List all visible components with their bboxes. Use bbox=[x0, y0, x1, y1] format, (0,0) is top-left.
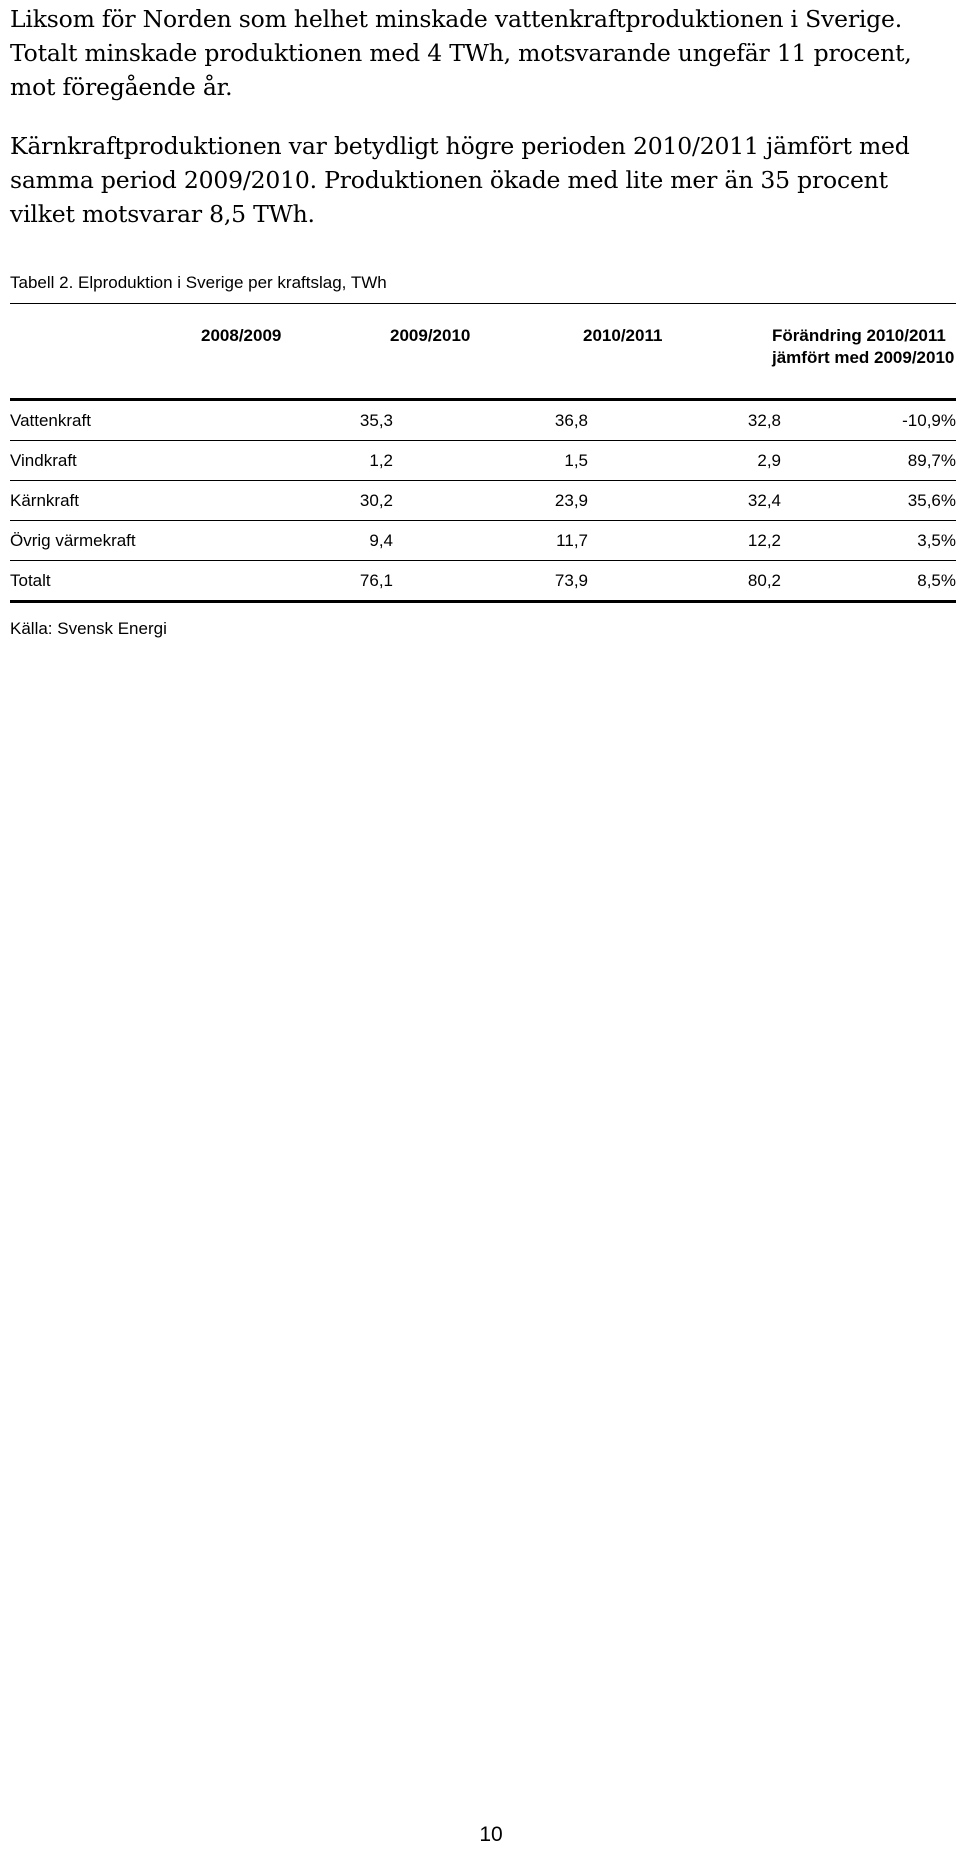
table-cell: 32,8 bbox=[747, 411, 781, 430]
body-paragraph: Kärnkraftproduktionen var betydligt högre perioden 2010/2011 jämfört med samma period 2009/2010. Produktionen ökade med lite mer än 35 procent vilket motsvarar 8,5 TWh. bbox=[10, 132, 910, 228]
table-source: Källa: Svensk Energi bbox=[10, 619, 167, 638]
table-cell: 1,2 bbox=[369, 451, 393, 470]
table-cell: 73,9 bbox=[554, 571, 588, 590]
table-cell: 2,9 bbox=[757, 451, 781, 470]
column-header: 2008/2009 bbox=[201, 326, 282, 345]
table-cell: -10,9% bbox=[902, 411, 956, 430]
body-paragraph: Liksom för Norden som helhet minskade vattenkraftproduktionen i Sverige. Totalt minskade produktionen med 4 TWh, motsvarande ungefär 11 procent, mot föregående år. bbox=[10, 5, 912, 101]
production-table bbox=[10, 272, 956, 640]
table-total-row bbox=[10, 561, 956, 603]
table-cell: 76,1 bbox=[359, 571, 393, 590]
table-row bbox=[10, 401, 956, 441]
row-label: Övrig värmekraft bbox=[10, 531, 136, 550]
table-row bbox=[10, 481, 956, 521]
table-cell: 80,2 bbox=[747, 571, 781, 590]
row-label: Totalt bbox=[10, 571, 51, 590]
table-cell: 89,7% bbox=[907, 451, 956, 470]
table-cell: 12,2 bbox=[747, 531, 781, 550]
page-number: 10 bbox=[479, 1823, 503, 1846]
table-cell: 35,6% bbox=[907, 491, 956, 510]
table-cell: 23,9 bbox=[554, 491, 588, 510]
column-header: Förändring 2010/2011 jämfört med 2009/2010 bbox=[772, 326, 955, 367]
row-label: Vindkraft bbox=[10, 451, 77, 470]
table-cell: 3,5% bbox=[917, 531, 956, 550]
row-label: Kärnkraft bbox=[10, 491, 79, 510]
table-caption: Tabell 2. Elproduktion i Sverige per kraftslag, TWh bbox=[10, 272, 956, 304]
table-header-row bbox=[10, 304, 956, 401]
table-cell: 9,4 bbox=[369, 531, 393, 550]
table-row bbox=[10, 441, 956, 481]
table-cell: 8,5% bbox=[917, 571, 956, 590]
table-cell: 36,8 bbox=[554, 411, 588, 430]
column-header: 2009/2010 bbox=[390, 326, 471, 345]
table-cell: 35,3 bbox=[359, 411, 393, 430]
table-row bbox=[10, 521, 956, 561]
row-label: Vattenkraft bbox=[10, 411, 91, 430]
column-header: 2010/2011 bbox=[583, 326, 663, 345]
table-cell: 1,5 bbox=[564, 451, 588, 470]
table-cell: 32,4 bbox=[747, 491, 781, 510]
table-cell: 30,2 bbox=[359, 491, 393, 510]
table-cell: 11,7 bbox=[556, 531, 588, 550]
